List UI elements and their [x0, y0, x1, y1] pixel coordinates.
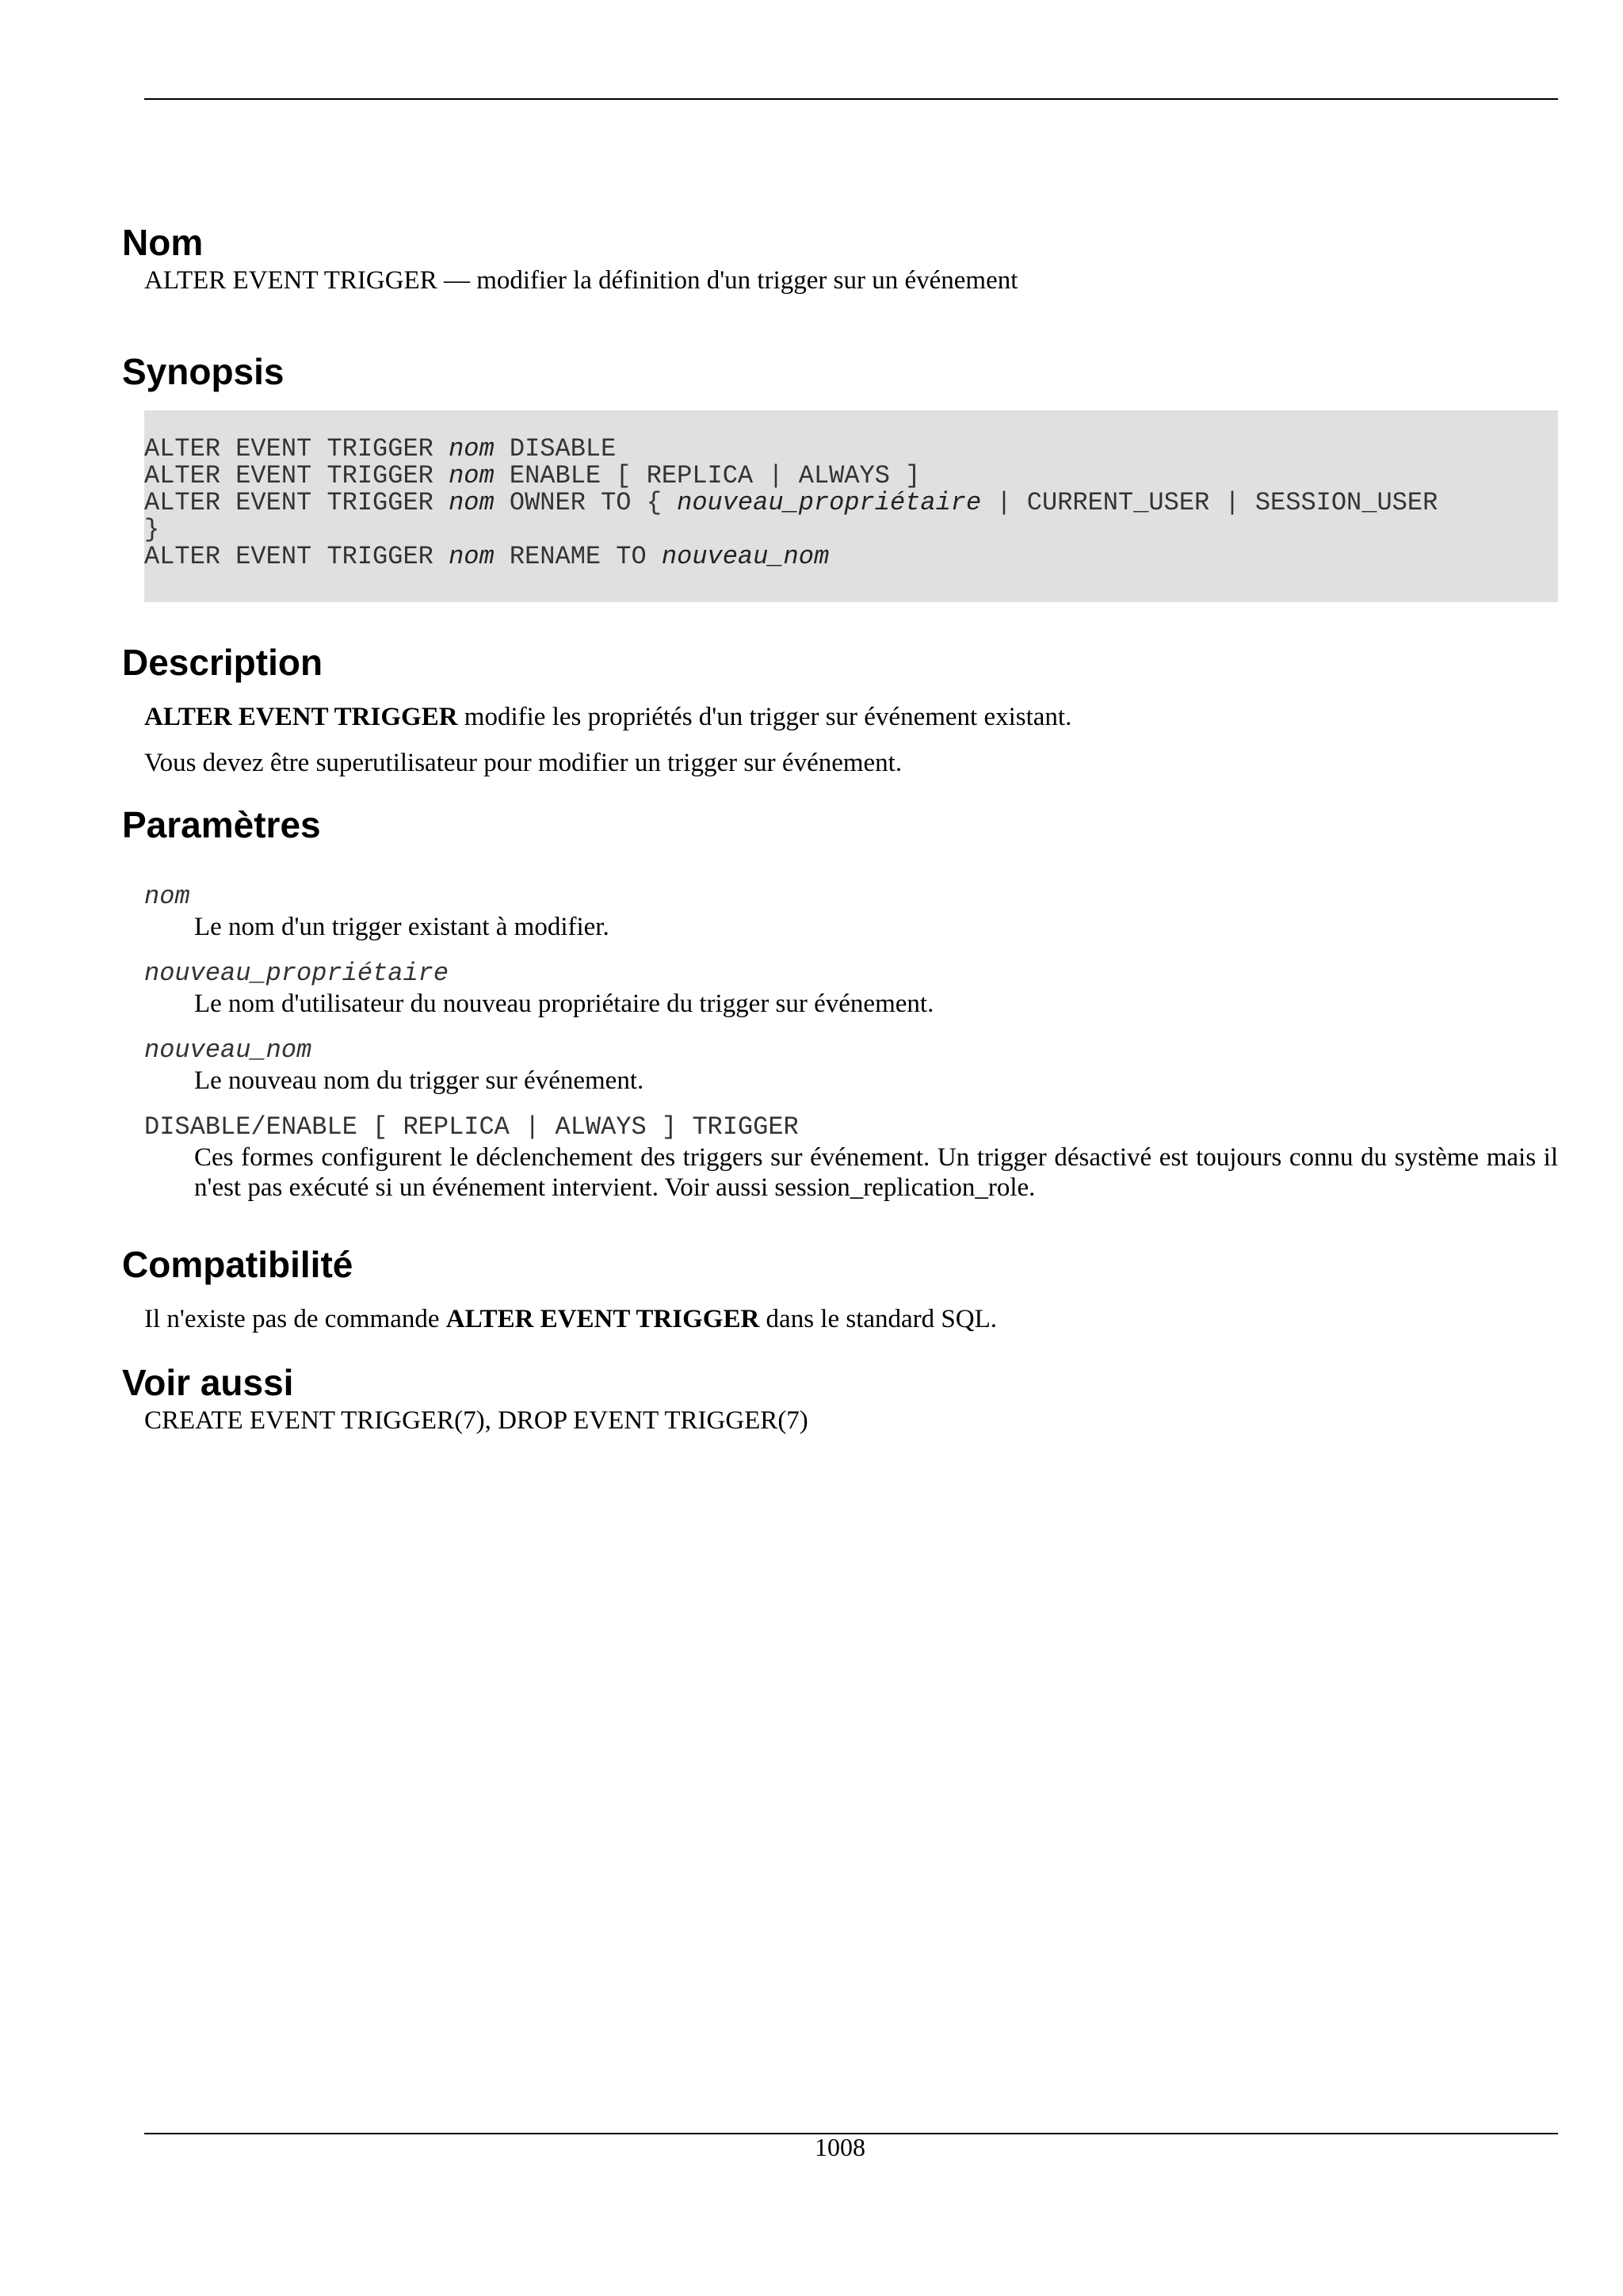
- section-heading-compatibilite: Compatibilité: [122, 1244, 353, 1285]
- description-paragraph-1: ALTER EVENT TRIGGER modifie les propriétés d'un trigger sur événement existant.: [144, 703, 1072, 731]
- synopsis-line: ALTER EVENT TRIGGER nom OWNER TO { nouveau_propriétaire | CURRENT_USER | SESSION_USER: [144, 488, 1438, 517]
- parameter-term: nom: [144, 882, 190, 911]
- section-heading-voir-aussi: Voir aussi: [122, 1362, 294, 1403]
- synopsis-code-block: [144, 410, 1558, 602]
- voir-aussi-text: CREATE EVENT TRIGGER(7), DROP EVENT TRIGGER(7): [144, 1406, 808, 1435]
- parameter-definition: Le nom d'utilisateur du nouveau propriétaire du trigger sur événement.: [194, 990, 934, 1018]
- parameter-definition: Le nom d'un trigger existant à modifier.: [194, 913, 609, 941]
- section-heading-nom: Nom: [122, 222, 204, 263]
- page-number: 1008: [815, 2133, 865, 2161]
- header-rule: [144, 98, 1558, 100]
- parameter-definition: Ces formes configurent le déclenchement des triggers sur événement. Un trigger désactivé est toujours connu du système mais il n'est pas exécuté si un événement intervient. Voir aussi session_replication_role.: [194, 1143, 1558, 1202]
- parameter-term: nouveau_nom: [144, 1035, 312, 1065]
- parameter-definition: Le nouveau nom du trigger sur événement.: [194, 1066, 644, 1095]
- nom-text: ALTER EVENT TRIGGER — modifier la définition d'un trigger sur un événement: [144, 266, 1018, 295]
- section-heading-parametres: Paramètres: [122, 804, 321, 845]
- section-heading-description: Description: [122, 642, 323, 683]
- section-heading-synopsis: Synopsis: [122, 351, 285, 392]
- parameter-term: nouveau_propriétaire: [144, 959, 449, 988]
- description-paragraph-2: Vous devez être superutilisateur pour modifier un trigger sur événement.: [144, 749, 903, 777]
- synopsis-line: ALTER EVENT TRIGGER nom RENAME TO nouveau_nom: [144, 542, 830, 571]
- compatibilite-text: Il n'existe pas de commande ALTER EVENT TRIGGER dans le standard SQL.: [144, 1305, 997, 1333]
- synopsis-line: ALTER EVENT TRIGGER nom DISABLE: [144, 434, 617, 463]
- synopsis-line: }: [144, 515, 160, 544]
- synopsis-line: ALTER EVENT TRIGGER nom ENABLE [ REPLICA | ALWAYS ]: [144, 461, 921, 490]
- parameter-term: DISABLE/ENABLE [ REPLICA | ALWAYS ] TRIGGER: [144, 1112, 799, 1142]
